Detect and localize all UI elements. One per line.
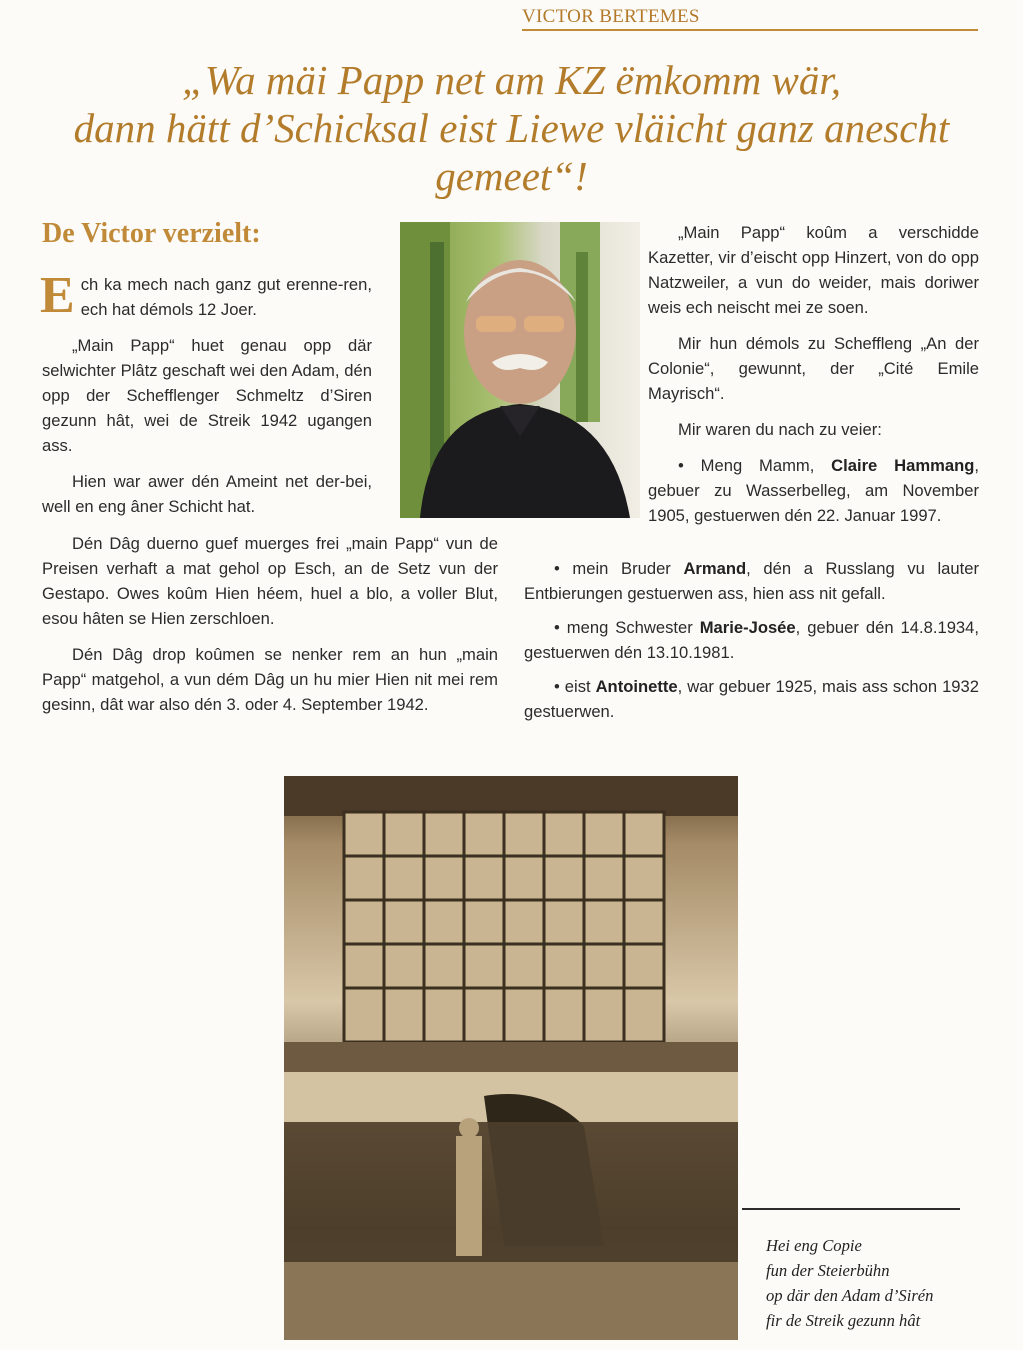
column-3 (648, 220, 979, 539)
name-antoinette: Antoinette (595, 677, 678, 696)
bullet-sister-2 (524, 674, 979, 724)
bullet-text: , war gebuer 1925, mais ass schon 1932 gestuerwen. (524, 677, 979, 721)
wide-text (42, 531, 498, 728)
paragraph-3: Hien war awer dén Ameint net der-bei, well en eng âner Schicht hat. (42, 472, 372, 516)
header-name: VICTOR BERTEMES (522, 6, 700, 27)
caption-line-2: fun der Steierbühn (766, 1261, 890, 1280)
bullet-text: • mein Bruder (554, 559, 684, 578)
paragraph-8: Mir waren du nach zu veier: (678, 420, 882, 439)
historic-photo-illustration (284, 776, 738, 1340)
portrait-photo (400, 222, 640, 518)
bullet-text: , gebuer dén 14.8.1934, gestuerwen dén 13.10.1981. (524, 618, 979, 662)
name-armand: Armand (683, 559, 747, 578)
portrait-illustration (400, 222, 640, 518)
bullet-text: • meng Schwester (554, 618, 700, 637)
drop-cap: E (40, 267, 75, 324)
column-1 (40, 267, 372, 530)
historic-photo (284, 776, 738, 1340)
paragraph-4: Dén Dâg duerno guef muerges frei „main Papp“ vun de Preisen verhaft a mat gehol op Esch, an de Setz vun der Gestapo. Owes koûm Hien héem, huel a blo, a voller Blut, esou hâten se Hien zerschloen. (42, 534, 498, 628)
paragraph-6: „Main Papp“ koûm a verschidde Kazetter, vir d’eischt opp Hinzert, von do opp Natzweiler, a vun do weider, mais doriwer weis ech neischt mei ze soen. (648, 223, 979, 317)
caption-rule (742, 1208, 960, 1210)
name-marie-josee: Marie-Josée (699, 618, 796, 637)
paragraph-5: Dén Dâg drop koûmen se nenker rem an hun „main Papp“ matgehol, a vun dém Dâg un hu mier Hien nit mei rem gesinn, dât war also dén 3. oder 4. September 1942. (42, 645, 498, 714)
bullet-text: • eist (554, 677, 596, 696)
column-4 (524, 556, 979, 733)
header-rule (522, 29, 978, 31)
headline-line-1: „Wa mäi Papp net am KZ ëmkomm wär, (181, 57, 842, 103)
photo-caption (766, 1233, 933, 1333)
paragraph-7: Mir hun démols zu Scheffleng „An der Colonie“, gewunnt, der „Cité Emile Mayrisch“. (648, 334, 979, 403)
bullet-text: , dén a Russlang vu lauter Entbierungen gestuerwen ass, hien ass nit gefall. (524, 559, 979, 603)
paragraph-1: ch ka mech nach ganz gut erenne-ren, ech hat démols 12 Joer. (80, 275, 372, 319)
bullet-text: , gebuer zu Wasserbelleg, am November 1905, gestuerwen dén 22. Januar 1997. (648, 456, 979, 525)
bullet-mother (648, 453, 979, 528)
caption-line-4: fir de Streik gezunn hât (766, 1311, 921, 1330)
section-title: De Victor verzielt: (42, 218, 261, 249)
bullet-text: • Meng Mamm, (678, 456, 832, 475)
caption-line-1: Hei eng Copie (766, 1236, 862, 1255)
caption-line-3: op där den Adam d’Sirén (766, 1286, 934, 1305)
headline-line-2: dann hätt d’Schicksal eist Liewe vläicht ganz anescht gemeet“! (73, 105, 950, 199)
bullet-sister (524, 615, 979, 665)
bullet-brother (524, 556, 979, 606)
paragraph-2: „Main Papp“ huet genau opp där selwichter Plâtz geschaft wei den Adam, dén opp der Schefflenger Schmeltz d’Siren gezunn hât, wei de Streik 1942 ugangen ass. (42, 336, 372, 455)
name-claire: Claire Hammang (831, 456, 975, 475)
